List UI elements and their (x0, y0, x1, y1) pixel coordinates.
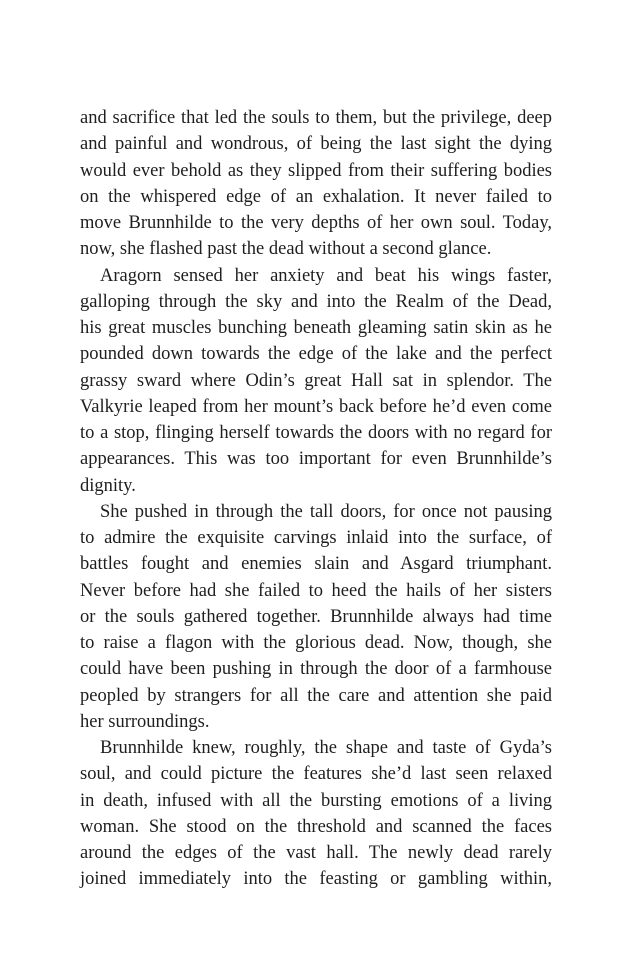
text-line: battles fought and enemies slain and Asgard triumphant. (80, 554, 552, 575)
text-line: dignity. (80, 475, 136, 496)
text-line: appearances. This was too important for even Brunnhilde’s (80, 449, 552, 470)
text-line: soul, and could picture the features she’d last seen relaxed (80, 764, 552, 785)
paragraph (80, 263, 552, 499)
paragraph (80, 735, 552, 893)
text-line: woman. She stood on the threshold and scanned the faces (80, 816, 552, 837)
paragraph (80, 105, 552, 263)
text-line: grassy sward where Odin’s great Hall sat in splendor. The (80, 370, 552, 391)
text-line: around the edges of the vast hall. The newly dead rarely (80, 843, 552, 863)
text-line: to raise a flagon with the glorious dead. Now, though, she (80, 633, 552, 653)
text-line: could have been pushing in through the door of a farmhouse (80, 659, 552, 680)
text-line: to a stop, flinging herself towards the doors with no regard for (80, 423, 552, 443)
text-line: Valkyrie leaped from her mount’s back before he’d even come (80, 396, 552, 417)
text-line: peopled by strangers for all the care and attention she paid (80, 685, 552, 706)
text-line: joined immediately into the feasting or gambling within, (80, 869, 552, 890)
text-line: galloping through the sky and into the Realm of the Dead, (80, 291, 552, 312)
text-line: or the souls gathered together. Brunnhilde always had time (80, 606, 552, 627)
paragraph (80, 499, 552, 735)
text-line: his great muscles bunching beneath gleaming satin skin as he (80, 318, 552, 338)
text-line: her surroundings. (80, 711, 210, 732)
text-line: would ever behold as they slipped from their suffering bodies (80, 160, 552, 181)
text-column (80, 105, 552, 893)
text-line: and painful and wondrous, of being the last sight the dying (80, 134, 552, 155)
text-line: to admire the exquisite carvings inlaid into the surface, of (80, 528, 552, 548)
text-line: Never before had she failed to heed the hails of her sisters (80, 580, 552, 601)
text-line: Aragorn sensed her anxiety and beat his wings faster, (100, 265, 552, 286)
text-line: pounded down towards the edge of the lake and the perfect (80, 344, 552, 365)
text-line: Brunnhilde knew, roughly, the shape and taste of Gyda’s (100, 738, 552, 758)
text-line: in death, infused with all the bursting emotions of a living (80, 790, 552, 811)
text-line: and sacrifice that led the souls to them, but the privilege, deep (80, 108, 552, 128)
text-line: move Brunnhilde to the very depths of her own soul. Today, (80, 213, 552, 233)
text-line: on the whispered edge of an exhalation. It never failed to (80, 186, 552, 207)
text-line: She pushed in through the tall doors, for once not pausing (100, 501, 552, 522)
text-line: now, she flashed past the dead without a second glance. (80, 239, 492, 260)
